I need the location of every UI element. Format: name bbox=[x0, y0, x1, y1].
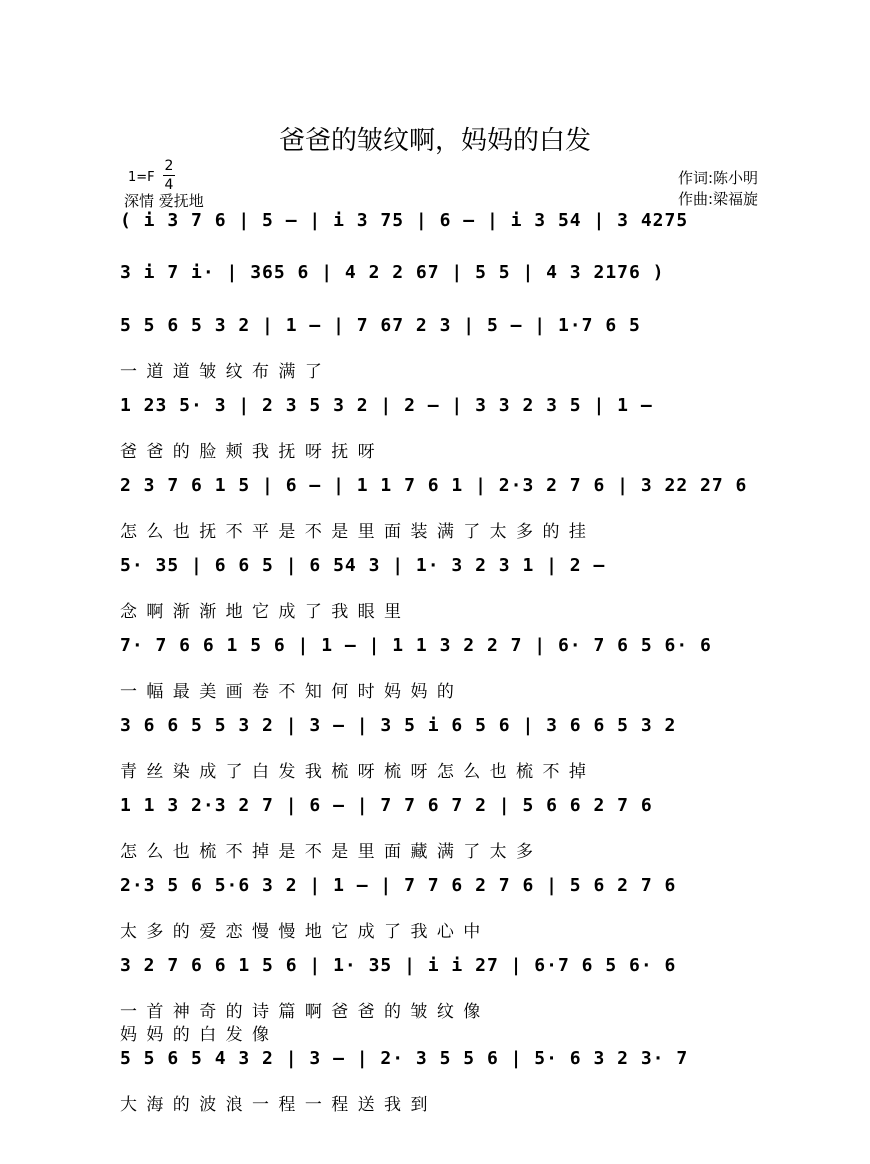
lyric-line: 妈 妈 的 白 发 像 bbox=[120, 1025, 272, 1045]
notation-line: 5 5 6 5 3 2 | 1 – | 7 67 2 3 | 5 – | 1·7 6 5 bbox=[120, 315, 641, 336]
lyric-line: 怎 么 也 梳 不 掉 是 不 是 里 面 藏 满 了 太 多 bbox=[120, 842, 536, 862]
lyricist-credit: 作词:陈小明 bbox=[678, 169, 759, 187]
lyric-line: 青 丝 染 成 了 白 发 我 梳 呀 梳 呀 怎 么 也 梳 不 掉 bbox=[120, 762, 588, 782]
lyric-line: 一 首 神 奇 的 诗 篇 啊 爸 爸 的 皱 纹 像 bbox=[120, 1002, 483, 1022]
notation-line: ( i 3 7 6 | 5 – | i 3 75 | 6 – | i 3 54 | 3 4275 bbox=[120, 210, 689, 231]
notation-line: 5· 35 | 6 6 5 | 6 54 3 | 1· 3 2 3 1 | 2 – bbox=[120, 555, 606, 576]
notation-line: 1 23 5· 3 | 2 3 5 3 2 | 2 – | 3 3 2 3 5 | 1 – bbox=[120, 395, 653, 416]
notation-line: 7· 7 6 6 1 5 6 | 1 – | 1 1 3 2 2 7 | 6· 7 6 5 6· 6 bbox=[120, 635, 712, 656]
time-signature-bar bbox=[163, 175, 175, 176]
lyric-line: 爸 爸 的 脸 颊 我 抚 呀 抚 呀 bbox=[120, 442, 377, 462]
notation-line: 5 5 6 5 4 3 2 | 3 – | 2· 3 5 5 6 | 5· 6 3 2 3· 7 bbox=[120, 1048, 689, 1069]
notation-line: 3 i 7 i· | 365 6 | 4 2 2 67 | 5 5 | 4 3 2176 ) bbox=[120, 262, 665, 283]
time-signature bbox=[163, 158, 175, 193]
notation-line: 2 3 7 6 1 5 | 6 – | 1 1 7 6 1 | 2·3 2 7 6 | 3 22 27 6 bbox=[120, 475, 748, 496]
time-signature-top: 2 bbox=[164, 158, 174, 174]
composer-credit: 作曲:梁福旋 bbox=[678, 190, 759, 208]
tempo-marking: 深情 爱抚地 bbox=[124, 192, 204, 210]
song-title: 爸爸的皱纹啊，妈妈的白发 bbox=[278, 126, 591, 156]
lyric-line: 一 幅 最 美 画 卷 不 知 何 时 妈 妈 的 bbox=[120, 682, 456, 702]
key-signature: 1=F bbox=[128, 170, 155, 185]
lyric-line: 念 啊 渐 渐 地 它 成 了 我 眼 里 bbox=[120, 602, 404, 622]
lyric-line: 大 海 的 波 浪 一 程 一 程 送 我 到 bbox=[120, 1095, 430, 1115]
notation-line: 2·3 5 6 5·6 3 2 | 1 – | 7 7 6 2 7 6 | 5 6 2 7 6 bbox=[120, 875, 677, 896]
lyric-line: 一 道 道 皱 纹 布 满 了 bbox=[120, 362, 324, 382]
time-signature-bottom: 4 bbox=[164, 177, 174, 193]
notation-line: 3 6 6 5 5 3 2 | 3 – | 3 5 i 6 5 6 | 3 6 6 5 3 2 bbox=[120, 715, 677, 736]
lyric-line: 怎 么 也 抚 不 平 是 不 是 里 面 装 满 了 太 多 的 挂 bbox=[120, 522, 588, 542]
notation-line: 1 1 3 2·3 2 7 | 6 – | 7 7 6 7 2 | 5 6 6 2 7 6 bbox=[120, 795, 653, 816]
lyric-line: 太 多 的 爱 恋 慢 慢 地 它 成 了 我 心 中 bbox=[120, 922, 483, 942]
notation-line: 3 2 7 6 6 1 5 6 | 1· 35 | i i 27 | 6·7 6 5 6· 6 bbox=[120, 955, 677, 976]
